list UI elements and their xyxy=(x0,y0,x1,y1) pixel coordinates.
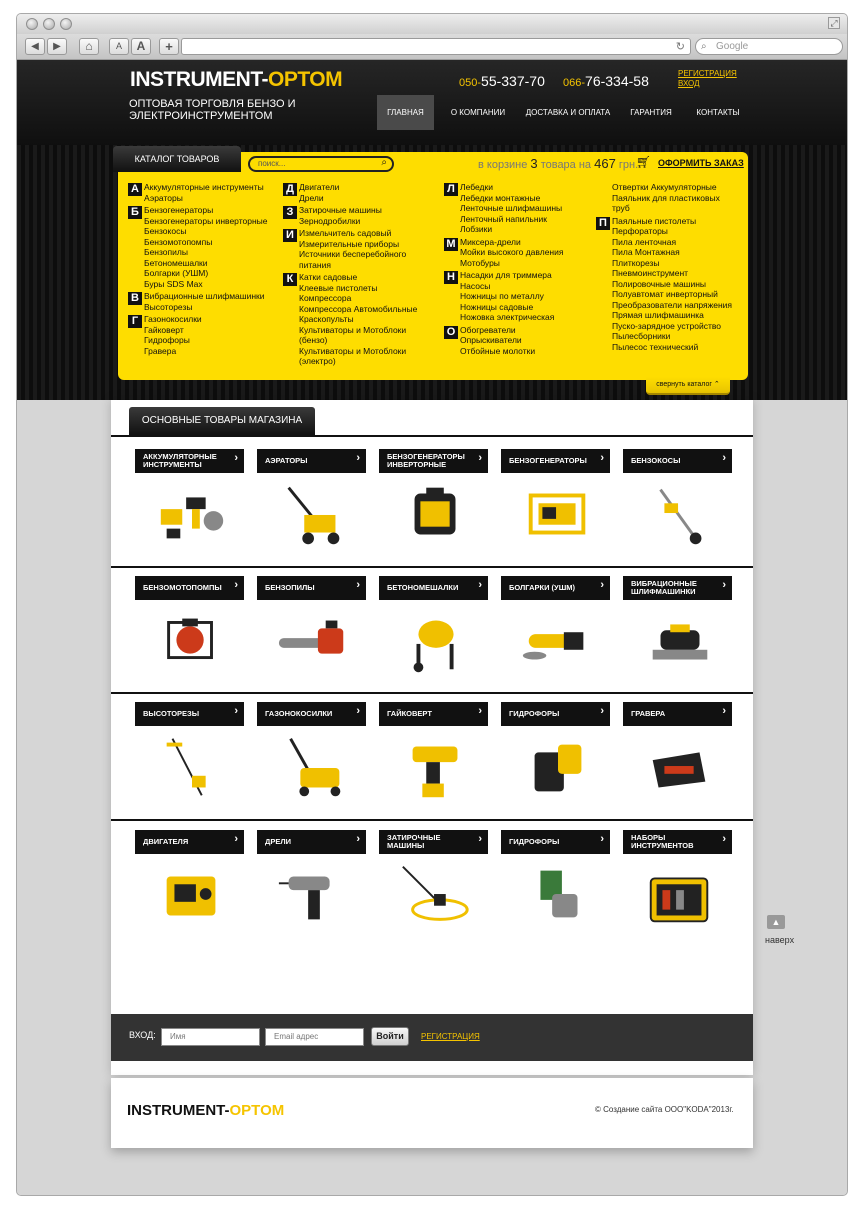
catalog-link[interactable]: Прямая шлифмашинка xyxy=(612,310,704,320)
footer-register-link[interactable]: РЕГИСТРАЦИЯ xyxy=(421,1032,480,1041)
chevron-right-icon: › xyxy=(356,833,360,845)
back-button[interactable]: ◀ xyxy=(25,38,45,55)
header-login-link[interactable]: ВХОД xyxy=(678,79,700,88)
divider xyxy=(111,692,753,694)
shopping-cart-icon[interactable]: 🛒︎ xyxy=(636,155,652,169)
text-smaller-button[interactable]: A xyxy=(109,38,129,55)
product-category-label: БЕНЗОГЕНЕРАТОРЫ xyxy=(509,455,587,465)
product-category-label: ВИБРАЦИОННЫЕ ШЛИФМАШИНКИ xyxy=(631,578,697,596)
catalog-group xyxy=(120,182,270,203)
product-category-label: АЭРАТОРЫ xyxy=(265,455,308,465)
catalog-group xyxy=(120,314,270,356)
footer-logo-yellow: OPTOM xyxy=(229,1102,285,1119)
catalog-link[interactable]: Опрыскиватели xyxy=(460,335,522,345)
catalog-link[interactable]: Гравера xyxy=(144,345,177,356)
nav-about[interactable]: О КОМПАНИИ xyxy=(450,108,506,117)
footer-logo-white: INSTRUMENT- xyxy=(127,1102,230,1119)
product-category-button[interactable] xyxy=(257,830,366,854)
catalog-link[interactable]: Гидрофоры xyxy=(144,335,190,345)
catalog-link[interactable]: Пила Монтажная xyxy=(612,247,680,257)
product-category-label: ГАЙКОВЕРТ xyxy=(387,708,432,718)
chevron-right-icon: › xyxy=(356,452,360,464)
nav-contacts[interactable]: КОНТАКТЫ xyxy=(696,108,740,117)
site-footer xyxy=(111,1078,753,1148)
chainsaw-icon[interactable] xyxy=(275,606,353,676)
login-email-input[interactable] xyxy=(265,1028,364,1046)
page-viewport xyxy=(17,60,847,1196)
chevron-right-icon: › xyxy=(234,833,238,845)
product-card[interactable] xyxy=(135,830,244,940)
product-category-label: ВЫСОТОРЕЗЫ xyxy=(143,708,200,718)
hydrophore-icon[interactable] xyxy=(519,732,597,802)
pole-saw-icon[interactable] xyxy=(153,732,231,802)
catalog-link[interactable]: Отбойные молотки xyxy=(460,345,536,356)
product-category-button[interactable] xyxy=(135,449,244,473)
catalog-group xyxy=(436,270,586,323)
product-category-label: НАБОРЫ ИНСТРУМЕНТОВ xyxy=(631,832,694,850)
catalog-link[interactable]: Вибрационные шлифмашинки xyxy=(144,291,265,301)
product-card[interactable] xyxy=(379,702,488,812)
catalog-group xyxy=(275,182,425,203)
catalog-link[interactable]: Отвертки Аккумуляторные xyxy=(612,182,717,192)
reload-icon[interactable]: ↻ xyxy=(675,41,685,53)
product-category-label: БЕНЗОМОТОПОМПЫ xyxy=(143,582,222,592)
magnifier-icon: ⌕ xyxy=(701,41,707,52)
chevron-right-icon: › xyxy=(478,452,482,464)
catalog-column-4 xyxy=(588,182,738,354)
chevron-right-icon: › xyxy=(356,705,360,717)
catalog-group xyxy=(436,182,586,235)
catalog-link[interactable]: Плиткорезы xyxy=(612,257,660,268)
browser-toolbar xyxy=(17,34,847,60)
chevron-right-icon: › xyxy=(722,579,726,591)
catalog-link[interactable]: Бензогенераторы xyxy=(144,205,214,215)
product-card[interactable] xyxy=(623,830,732,940)
login-bar xyxy=(111,1014,753,1061)
phone-1-code: 050- xyxy=(459,77,482,89)
product-category-button[interactable] xyxy=(501,830,610,854)
catalog-link[interactable]: Бензопилы xyxy=(144,247,188,257)
chevron-right-icon: › xyxy=(600,833,604,845)
angle-grinder-icon[interactable] xyxy=(519,606,597,676)
catalog-letter: Л xyxy=(444,183,458,196)
engine-icon[interactable] xyxy=(153,860,231,930)
footer-logo[interactable] xyxy=(127,1102,284,1119)
collapse-catalog-button[interactable] xyxy=(646,377,730,395)
product-category-button[interactable] xyxy=(623,830,732,854)
catalog-group xyxy=(436,325,586,357)
chevron-right-icon: › xyxy=(600,579,604,591)
product-category-button[interactable] xyxy=(623,702,732,726)
catalog-search-input[interactable] xyxy=(248,156,394,172)
login-button[interactable]: Войти xyxy=(371,1027,409,1046)
product-row xyxy=(111,830,753,956)
site-tagline: ОПТОВАЯ ТОРГОВЛЯ БЕНЗО И ЭЛЕКТРОИНСТРУМЕНТОМ xyxy=(129,98,296,122)
catalog-link[interactable]: Преобразователи напряжения xyxy=(612,299,733,310)
address-bar[interactable] xyxy=(181,38,691,55)
catalog-link[interactable]: Газонокосилки xyxy=(144,314,202,324)
product-category-button[interactable] xyxy=(257,449,366,473)
catalog-link[interactable]: Ножницы по металлу xyxy=(460,291,544,301)
product-card[interactable] xyxy=(379,576,488,686)
phone-1 xyxy=(459,73,545,89)
home-button[interactable]: ⌂ xyxy=(79,38,99,55)
login-email-placeholder: Email адрес xyxy=(274,1032,319,1041)
chevron-right-icon: › xyxy=(722,833,726,845)
catalog-link[interactable]: Пылесос технический xyxy=(612,341,699,352)
product-category-button[interactable] xyxy=(135,576,244,600)
checkout-link[interactable]: ОФОРМИТЬ ЗАКАЗ xyxy=(658,158,744,168)
catalog-link[interactable]: Миксера-дрели xyxy=(460,236,521,247)
inverter-generator-icon[interactable] xyxy=(397,479,475,549)
catalog-link[interactable]: Клеевые пистолеты xyxy=(299,282,378,293)
header-register-link[interactable]: РЕГИСТРАЦИЯ xyxy=(678,69,737,78)
catalog-letter: М xyxy=(444,238,458,251)
product-category-label: БЕНЗОГЕНЕРАТОРЫ ИНВЕРТОРНЫЕ xyxy=(387,451,465,469)
catalog-search-placeholder: поиск... xyxy=(258,159,286,168)
phone-2-number: 76-334-58 xyxy=(585,73,649,89)
water-pump-icon[interactable] xyxy=(153,606,231,676)
catalog-link[interactable]: Источники бесперебойного питания xyxy=(299,249,407,270)
catalog-group xyxy=(275,228,425,270)
google-search-placeholder: Google xyxy=(716,41,749,52)
catalog-link[interactable]: Пылесборники xyxy=(612,331,671,341)
catalog-link[interactable]: Обогреватели xyxy=(460,324,516,335)
phone-2 xyxy=(563,73,649,89)
cart-summary xyxy=(478,156,638,171)
catalog-group xyxy=(120,291,270,312)
catalog-letter: Н xyxy=(444,271,458,284)
product-row xyxy=(111,702,753,828)
aerator-icon[interactable] xyxy=(275,479,353,549)
phone-1-number: 55-337-70 xyxy=(481,73,545,89)
lawn-mower-icon[interactable] xyxy=(275,732,353,802)
catalog-link[interactable]: Лобзики xyxy=(460,224,493,234)
product-category-label: ДВИГАТЕЛЯ xyxy=(143,836,189,846)
catalog-link[interactable]: Краскопульты xyxy=(299,314,354,324)
catalog-panel xyxy=(118,152,748,388)
catalog-link[interactable]: Ленточные шлифмашины xyxy=(460,203,563,213)
forward-button[interactable]: ▶ xyxy=(47,38,67,55)
catalog-link[interactable]: Мотобуры xyxy=(460,257,500,268)
login-name-input[interactable] xyxy=(161,1028,260,1046)
catalog-link[interactable]: Буры SDS Max xyxy=(144,278,203,289)
catalog-letter: Д xyxy=(283,183,297,196)
catalog-link[interactable]: Насадки для триммера xyxy=(460,270,552,280)
cart-prefix: в корзине xyxy=(478,159,528,171)
product-category-button[interactable] xyxy=(135,830,244,854)
catalog-link[interactable]: Бензомотопомпы xyxy=(144,236,213,247)
product-category-button[interactable] xyxy=(379,576,488,600)
cart-mid: товара на xyxy=(540,159,592,171)
cordless-tools-icon[interactable] xyxy=(153,479,231,549)
catalog-link[interactable]: Бетономешалки xyxy=(144,257,208,268)
product-card[interactable] xyxy=(501,576,610,686)
power-trowel-icon[interactable] xyxy=(397,860,475,930)
catalog-link[interactable]: Бензокосы xyxy=(144,226,187,236)
chevron-right-icon: › xyxy=(478,705,482,717)
product-row xyxy=(111,449,753,575)
catalog-link[interactable]: Ножовка электрическая xyxy=(460,312,555,322)
product-card[interactable] xyxy=(379,830,488,940)
catalog-link[interactable]: Пуско-зарядное устройство xyxy=(612,320,722,331)
engraver-icon[interactable] xyxy=(641,732,719,802)
catalog-letter: Г xyxy=(128,315,142,328)
phone-2-code: 066- xyxy=(563,77,586,89)
hydrophore-green-icon[interactable] xyxy=(519,860,597,930)
product-category-button[interactable] xyxy=(135,702,244,726)
catalog-link[interactable]: Ленточный напильник xyxy=(460,213,548,224)
close-window-button[interactable] xyxy=(26,18,38,30)
catalog-link[interactable]: Высоторезы xyxy=(144,301,193,312)
catalog-letter: В xyxy=(128,292,142,305)
logo-text-yellow: OPTOM xyxy=(268,68,343,91)
product-category-label: ГРАВЕРА xyxy=(631,708,666,718)
catalog-link[interactable]: Катки садовые xyxy=(299,272,358,282)
chevron-right-icon: › xyxy=(600,705,604,717)
catalog-link[interactable]: Компрессора Автомобильные xyxy=(299,303,418,314)
back-to-top[interactable] xyxy=(765,912,795,945)
divider xyxy=(111,435,753,437)
catalog-letter: А xyxy=(128,183,142,196)
catalog-link[interactable]: Двигатели xyxy=(299,182,340,192)
product-card[interactable] xyxy=(501,702,610,812)
collapse-catalog-label: свернуть каталог xyxy=(656,381,712,388)
zoom-window-button[interactable] xyxy=(60,18,72,30)
chevron-right-icon: › xyxy=(478,579,482,591)
product-category-button[interactable] xyxy=(623,576,732,600)
product-card[interactable] xyxy=(257,576,366,686)
cart-count: 3 xyxy=(530,156,538,171)
catalog-link[interactable]: Измерительные приборы xyxy=(299,238,400,249)
catalog-link[interactable]: Гайковерт xyxy=(144,324,184,335)
catalog-link[interactable]: Болгарки (УШМ) xyxy=(144,268,209,278)
catalog-link[interactable]: Лебедки xyxy=(460,182,493,192)
chevron-right-icon: › xyxy=(234,705,238,717)
logo-text-white: INSTRUMENT- xyxy=(130,68,268,91)
chevron-right-icon: › xyxy=(722,705,726,717)
catalog-link[interactable]: Аккумуляторные инструменты xyxy=(144,182,264,192)
products-section-title: ОСНОВНЫЕ ТОВАРЫ МАГАЗИНА xyxy=(129,407,315,435)
chevron-right-icon: › xyxy=(722,452,726,464)
catalog-link[interactable]: Компрессора xyxy=(299,293,352,303)
catalog-link[interactable]: Зернодробилки xyxy=(299,215,361,226)
chevron-right-icon: › xyxy=(234,452,238,464)
chevron-right-icon: › xyxy=(478,833,482,845)
catalog-group xyxy=(588,182,738,214)
product-category-button[interactable] xyxy=(379,702,488,726)
product-category-label: ГИДРОФОРЫ xyxy=(509,708,560,718)
chevron-right-icon: › xyxy=(356,579,360,591)
product-card[interactable] xyxy=(623,702,732,812)
minimize-window-button[interactable] xyxy=(43,18,55,30)
product-category-button[interactable] xyxy=(501,576,610,600)
site-logo[interactable] xyxy=(130,68,342,92)
product-category-button[interactable] xyxy=(379,830,488,854)
catalog-group xyxy=(588,216,738,353)
product-category-button[interactable] xyxy=(257,576,366,600)
nav-warranty[interactable]: ГАРАНТИЯ xyxy=(630,108,672,117)
arrow-up-icon: ▲ xyxy=(767,915,785,929)
orbital-sander-icon[interactable] xyxy=(641,606,719,676)
catalog-letter: О xyxy=(444,326,458,339)
concrete-mixer-icon[interactable] xyxy=(397,606,475,676)
product-category-label: ЗАТИРОЧНЫЕ МАШИНЫ xyxy=(387,832,441,850)
login-label: ВХОД: xyxy=(129,1030,156,1040)
catalog-link[interactable]: Культиваторы и Мотоблоки (электро) xyxy=(299,345,407,366)
product-card[interactable] xyxy=(135,576,244,686)
drill-icon[interactable] xyxy=(275,860,353,930)
catalog-letter: П xyxy=(596,217,610,230)
catalog-group xyxy=(120,205,270,289)
catalog-column-1 xyxy=(120,182,270,358)
product-category-button[interactable] xyxy=(257,702,366,726)
back-to-top-label: наверх xyxy=(765,935,795,945)
catalog-link[interactable]: Насосы xyxy=(460,280,491,291)
product-card[interactable] xyxy=(257,702,366,812)
divider xyxy=(111,819,753,821)
catalog-group xyxy=(275,272,425,367)
catalog-link[interactable]: Затирочные машины xyxy=(299,205,382,215)
catalog-group xyxy=(436,237,586,269)
product-card[interactable] xyxy=(379,449,488,559)
catalog-link[interactable]: Пила ленточная xyxy=(612,236,677,247)
catalog-letter: К xyxy=(283,273,297,286)
copyright-text: © Создание сайта ООО"KODA"2013г. xyxy=(595,1105,734,1114)
catalog-link[interactable]: Паяльник для пластиковых труб xyxy=(612,192,720,213)
product-category-label: АККУМУЛЯТОРНЫЕ ИНСТРУМЕНТЫ xyxy=(143,451,217,469)
login-name-placeholder: Имя xyxy=(170,1032,186,1041)
catalog-link[interactable]: Бензогенераторы инверторные xyxy=(144,215,268,226)
product-card[interactable] xyxy=(257,830,366,940)
product-card[interactable] xyxy=(257,449,366,559)
chevron-up-icon: ⌃ xyxy=(713,381,720,388)
site-header xyxy=(17,60,847,400)
product-category-label: ДРЕЛИ xyxy=(265,836,292,846)
catalog-column-2 xyxy=(275,182,425,369)
product-category-button[interactable] xyxy=(623,449,732,473)
chevron-right-icon: › xyxy=(234,579,238,591)
catalog-letter: И xyxy=(283,229,297,242)
browser-titlebar xyxy=(17,14,847,34)
catalog-link[interactable]: Пневмоинструмент xyxy=(612,268,689,278)
product-category-label: БОЛГАРКИ (УШМ) xyxy=(509,582,575,592)
nav-home[interactable]: ГЛАВНАЯ xyxy=(377,95,434,130)
products-section xyxy=(111,400,753,1075)
product-card[interactable] xyxy=(135,449,244,559)
catalog-link[interactable]: Полуавтомат инверторный xyxy=(612,289,718,299)
product-category-label: ГИДРОФОРЫ xyxy=(509,836,560,846)
product-card[interactable] xyxy=(501,830,610,940)
cart-currency: грн. xyxy=(618,159,639,171)
fullscreen-icon[interactable]: ⤢ xyxy=(828,17,840,29)
catalog-link[interactable]: Перфораторы xyxy=(612,226,668,236)
chevron-right-icon: › xyxy=(600,452,604,464)
nav-delivery[interactable]: ДОСТАВКА И ОПЛАТА xyxy=(525,108,611,117)
search-icon[interactable]: ⌕ xyxy=(381,157,387,168)
catalog-letter: З xyxy=(283,206,297,219)
impact-wrench-icon[interactable] xyxy=(397,732,475,802)
product-card[interactable] xyxy=(501,449,610,559)
brushcutter-icon[interactable] xyxy=(641,479,719,549)
product-card[interactable] xyxy=(135,702,244,812)
catalog-link[interactable]: Культиваторы и Мотоблоки (бензо) xyxy=(299,324,407,345)
catalog-link[interactable]: Ножницы садовые xyxy=(460,301,534,312)
add-bookmark-button[interactable]: + xyxy=(159,38,179,55)
product-row xyxy=(111,576,753,702)
product-card[interactable] xyxy=(623,576,732,686)
product-card[interactable] xyxy=(623,449,732,559)
catalog-link[interactable]: Лебедки монтажные xyxy=(460,192,541,203)
text-larger-button[interactable]: A xyxy=(131,38,151,55)
catalog-column-3 xyxy=(436,182,586,358)
browser-window xyxy=(16,13,848,1196)
catalog-link[interactable]: Измельчитель садовый xyxy=(299,228,392,238)
product-category-label: ГАЗОНОКОСИЛКИ xyxy=(265,708,333,718)
catalog-group xyxy=(275,205,425,226)
product-category-label: БЕНЗОКОСЫ xyxy=(631,455,681,465)
product-category-button[interactable] xyxy=(501,449,610,473)
catalog-link[interactable]: Полировочные машины xyxy=(612,278,707,289)
google-search-field[interactable] xyxy=(695,38,843,55)
product-category-button[interactable] xyxy=(379,449,488,473)
product-category-button[interactable] xyxy=(501,702,610,726)
cart-sum: 467 xyxy=(594,156,616,171)
catalog-link[interactable]: Дрели xyxy=(299,192,324,203)
catalog-link[interactable]: Мойки высокого давления xyxy=(460,247,564,257)
product-category-label: БЕТОНОМЕШАЛКИ xyxy=(387,582,459,592)
divider xyxy=(111,566,753,568)
generator-icon[interactable] xyxy=(519,479,597,549)
catalog-letter: Б xyxy=(128,206,142,219)
product-category-label: БЕНЗОПИЛЫ xyxy=(265,582,315,592)
catalog-tab[interactable]: КАТАЛОГ ТОВАРОВ xyxy=(113,146,241,172)
catalog-link[interactable]: Аэраторы xyxy=(144,192,183,203)
catalog-link[interactable]: Паяльные пистолеты xyxy=(612,215,697,226)
tool-set-icon[interactable] xyxy=(641,860,719,930)
